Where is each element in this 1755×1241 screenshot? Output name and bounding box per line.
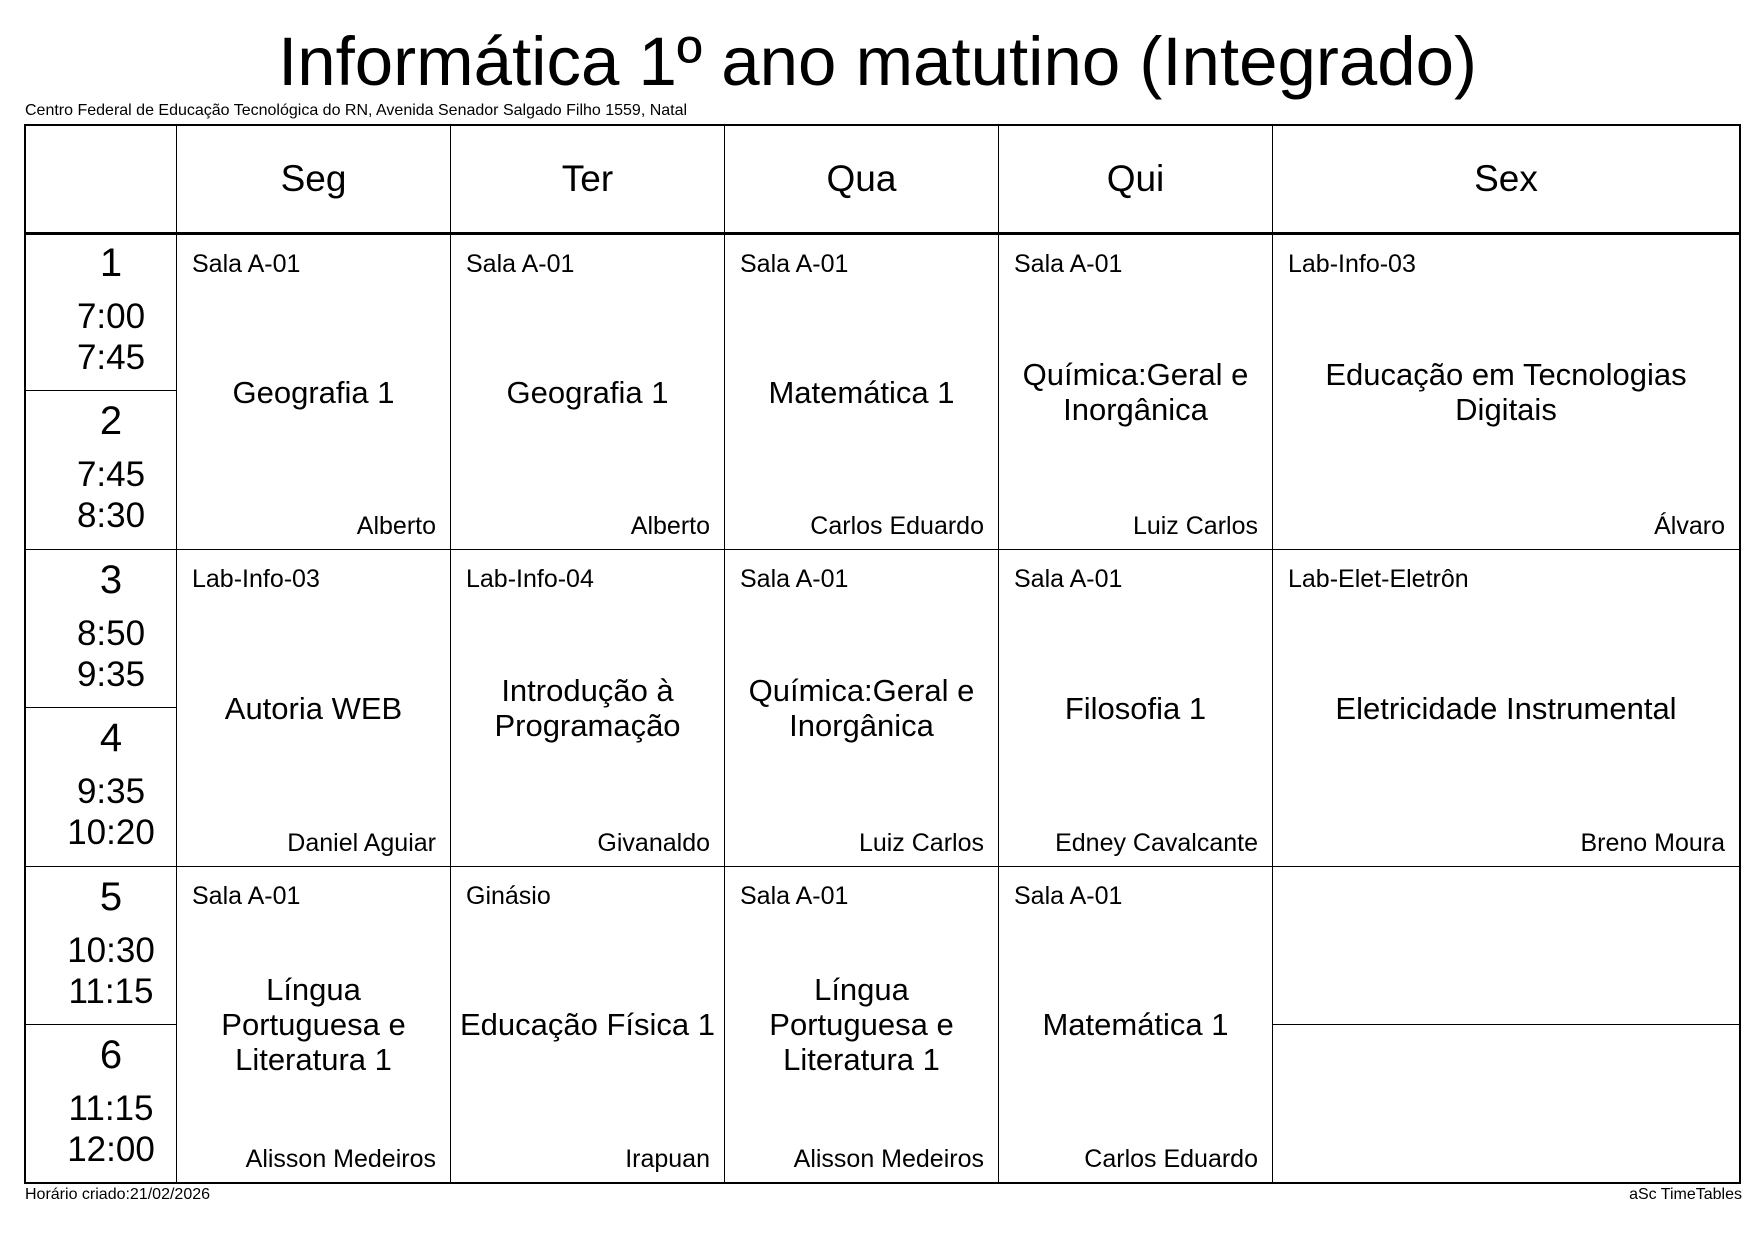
lesson-card[interactable]: [725, 867, 998, 1182]
day-header-seg: Seg: [280, 158, 347, 199]
lesson-teacher: Álvaro: [1654, 512, 1725, 540]
lesson-room: Lab-Info-03: [192, 565, 320, 593]
lesson-subject: Introdução à Programação: [494, 673, 681, 743]
lesson-teacher: Alberto: [356, 512, 436, 540]
lesson-room: Sala A-01: [192, 250, 301, 278]
lesson-teacher: Alisson Medeiros: [793, 1145, 984, 1173]
lesson-card[interactable]: [725, 235, 998, 549]
lesson-room: Sala A-01: [1014, 882, 1123, 910]
lesson-room: Sala A-01: [740, 565, 849, 593]
period-time: 7:00 7:45: [76, 297, 146, 377]
period-number: 5: [99, 875, 123, 919]
lesson-card[interactable]: [177, 867, 450, 1182]
period-number: 4: [99, 716, 123, 760]
lesson-subject: Eletricidade Instrumental: [1335, 690, 1677, 726]
lesson-subject: Língua Portuguesa e Literatura 1: [221, 972, 406, 1077]
lesson-teacher: Edney Cavalcante: [1055, 829, 1258, 857]
lesson-room: Lab-Elet-Eletrôn: [1288, 565, 1469, 593]
lesson-teacher: Alisson Medeiros: [245, 1145, 436, 1173]
lesson-card[interactable]: [1273, 235, 1739, 549]
period-number: 6: [99, 1033, 123, 1077]
period-cell: [26, 866, 196, 1024]
day-header-qui: Qui: [1106, 158, 1165, 199]
period-number: 2: [99, 399, 123, 443]
lesson-card[interactable]: [177, 550, 450, 866]
period-time: 7:45 8:30: [76, 455, 146, 535]
lesson-teacher: Carlos Eduardo: [1084, 1145, 1258, 1173]
lesson-room: Sala A-01: [1014, 250, 1123, 278]
lesson-room: Lab-Info-04: [466, 565, 594, 593]
day-header-sex: Sex: [1474, 158, 1538, 199]
lesson-subject: Educação Física 1: [459, 1007, 716, 1042]
lesson-room: Sala A-01: [740, 882, 849, 910]
day-header-qua: Qua: [826, 158, 897, 199]
lesson-teacher: Breno Moura: [1580, 829, 1725, 857]
lesson-subject: Língua Portuguesa e Literatura 1: [769, 972, 954, 1077]
period-time: 9:35 10:20: [67, 772, 155, 852]
lesson-subject: Geografia 1: [506, 374, 669, 410]
lesson-card[interactable]: [451, 550, 724, 866]
empty-cell: [1273, 1025, 1739, 1182]
period-time: 10:30 11:15: [67, 931, 155, 1011]
lesson-card[interactable]: [999, 550, 1272, 866]
lesson-room: Sala A-01: [740, 250, 849, 278]
lesson-subject: Geografia 1: [232, 374, 395, 410]
period-cell: [26, 232, 196, 390]
lesson-teacher: Daniel Aguiar: [287, 829, 436, 857]
created-date: Horário criado:21/02/2026: [25, 1186, 211, 1203]
lesson-room: Lab-Info-03: [1288, 250, 1416, 278]
lesson-teacher: Carlos Eduardo: [810, 512, 984, 540]
lesson-card[interactable]: [1273, 550, 1739, 866]
lesson-card[interactable]: [999, 235, 1272, 549]
lesson-teacher: Givanaldo: [597, 829, 710, 857]
empty-cell: [1273, 867, 1739, 1024]
period-cell: [26, 707, 196, 866]
institution-address: Centro Federal de Educação Tecnológica do RN, Avenida Senador Salgado Filho 1559, Natal: [25, 102, 688, 119]
lesson-teacher: Alberto: [630, 512, 710, 540]
period-time: 8:50 9:35: [76, 614, 146, 694]
lesson-teacher: Luiz Carlos: [858, 829, 984, 857]
lesson-teacher: Luiz Carlos: [1132, 512, 1258, 540]
software-credit: aSc TimeTables: [1629, 1186, 1742, 1203]
lesson-room: Sala A-01: [192, 882, 301, 910]
period-cell: [26, 390, 196, 549]
lesson-subject: Química:Geral e Inorgânica: [1022, 357, 1249, 427]
lesson-card[interactable]: [725, 550, 998, 866]
lesson-subject: Química:Geral e Inorgânica: [748, 673, 975, 743]
lesson-room: Ginásio: [466, 882, 551, 910]
period-cell: [26, 549, 196, 707]
period-number: 1: [99, 241, 123, 285]
lesson-room: Sala A-01: [466, 250, 575, 278]
period-number: 3: [99, 558, 123, 602]
lesson-card[interactable]: [177, 235, 450, 549]
lesson-card[interactable]: [999, 867, 1272, 1182]
page-title: Informática 1º ano matutino (Integrado): [278, 23, 1477, 100]
lesson-teacher: Irapuan: [625, 1145, 710, 1173]
day-header-ter: Ter: [561, 158, 614, 199]
period-cell: [26, 1024, 196, 1182]
lesson-subject: Autoria WEB: [224, 690, 403, 726]
lesson-subject: Educação em Tecnologias Digitais: [1325, 357, 1687, 427]
lesson-subject: Matemática 1: [1042, 1007, 1229, 1042]
period-time: 11:15 12:00: [67, 1089, 155, 1169]
lesson-card[interactable]: [451, 235, 724, 549]
lesson-card[interactable]: [451, 867, 724, 1182]
lesson-subject: Matemática 1: [768, 374, 955, 410]
lesson-subject: Filosofia 1: [1064, 690, 1207, 726]
timetable-grid: [24, 124, 1741, 1184]
lesson-room: Sala A-01: [1014, 565, 1123, 593]
